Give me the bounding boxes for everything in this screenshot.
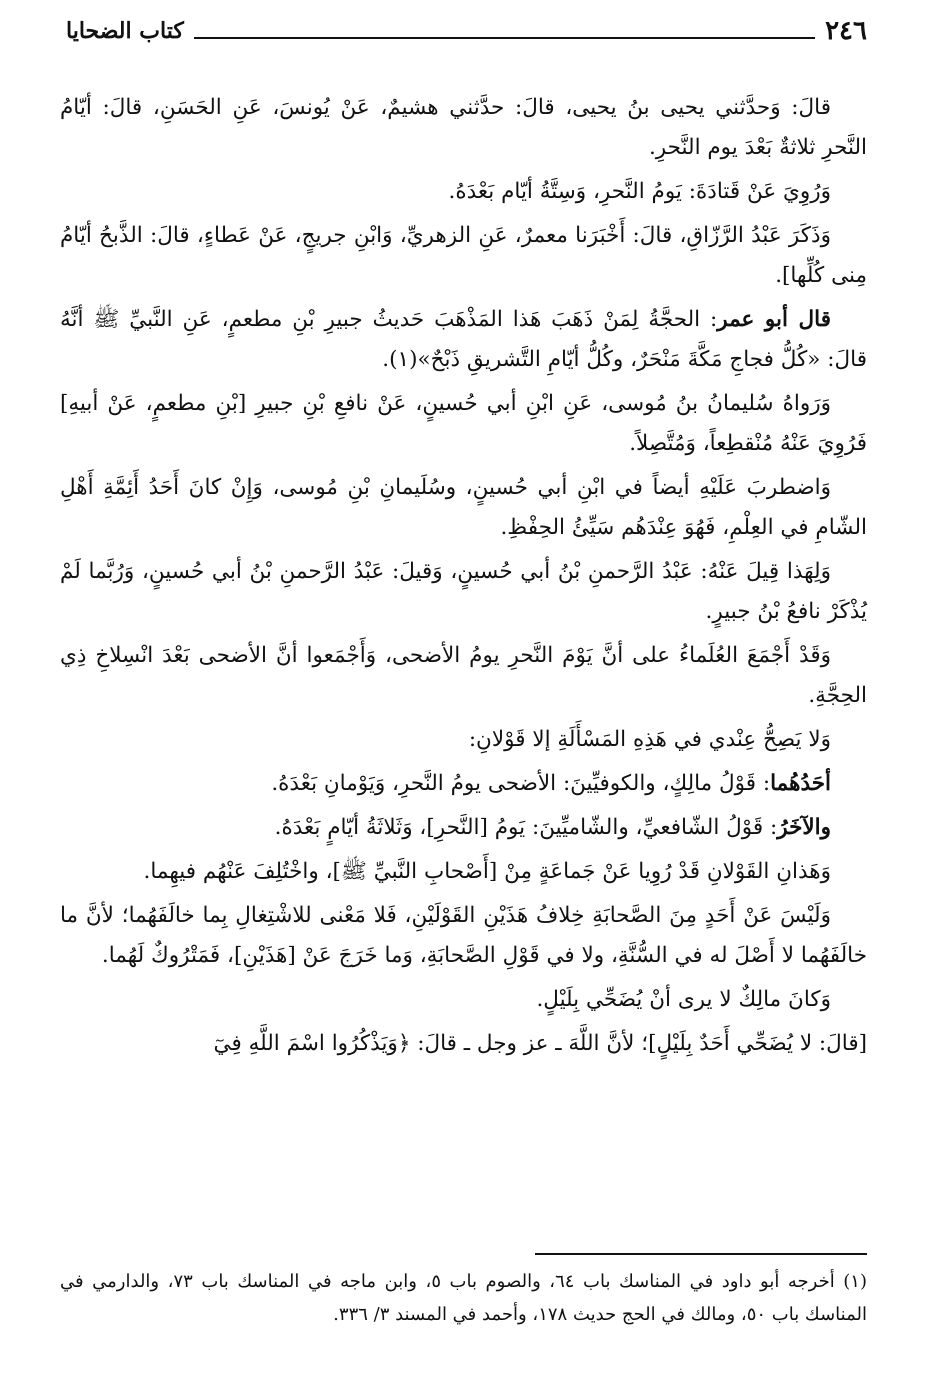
paragraph-text: وَاضطربَ عَلَيْهِ أيضاً في ابْنِ أبي حُسينٍ، وسُلَيمانِ بْنِ مُوسى، وَإِنْ كانَ أَحَدُ أَئِمَّةِ أَهْلِ الشّامِ في العِلْمِ، فَهُوَ عِنْدَهُم سَيِّئُ الحِفْظِ. [60,475,867,540]
paragraph-lead: قال أبو عمر [717,307,831,332]
paragraph-lead: والآخَرُ [777,815,831,840]
paragraph [60,764,867,804]
paragraph-text: : قَوْلُ الشّافعيِّ، والشّاميِّينَ: يَومُ [النَّحرِ]، وَثَلاثَةُ أيّامٍ بَعْدَهُ. [274,815,778,840]
paragraph-text: [قالَ: لا يُضَحِّي أَحَدٌ بِلَيْلٍ]؛ لأنَّ اللَّهَ ـ عز وجل ـ قالَ: ﴿وَيَذْكُرُوا اسْمَ اللَّهِ فِيٓ [213,1031,867,1056]
paragraph-text: قالَ: وَحدَّثني يحيى بنُ يحيى، قالَ: حدَّثني هشيمٌ، عَنْ يُونسَ، عَنِ الحَسَنِ، قالَ: أيّامُ النَّحرِ ثلاثةٌ بَعْدَ يوم النَّحرِ. [60,95,867,160]
paragraph [60,216,867,296]
paragraph [60,552,867,632]
page-number: ٢٤٦ [825,16,867,46]
paragraph-text: وَذَكَرَ عَبْدُ الرَّزّاقِ، قالَ: أَخْبَرَنا معمرٌ، عَنِ الزهريِّ، وَابْنِ جريجٍ، عَنْ عَطاءٍ، قالَ: الذَّبحُ أيّامُ مِنى كُلِّها]. [60,223,867,288]
paragraph-text: وَكانَ مالِكٌ لا يرى أنْ يُضَحِّي بِلَيْلٍ. [536,987,831,1012]
running-header [66,14,867,48]
paragraph-text: وَرَواهُ سُليمانُ بنُ مُوسى، عَنِ ابْنِ أبي حُسينٍ، عَنْ نافعِ بْنِ جبيرِ [بْنِ مطعمٍ، عَنْ أبيهِ] فَرُوِيَ عَنْهُ مُنْقطِعاً، وَمُتَّصِلاً. [60,391,867,456]
paragraph [60,852,867,892]
paragraph-text: وَقَدْ أَجْمَعَ العُلَماءُ على أنَّ يَوْمَ النَّحرِ يومُ الأضحى، وَأَجْمَعوا أنَّ الأضحى بَعْدَ انْسِلاخِ ذِي الحِجَّةِ. [60,643,867,708]
paragraph-lead: أحَدُهُما [770,771,831,796]
paragraph [60,172,867,212]
paragraph [60,300,867,380]
footnote-text: (١) أخرجه أبو داود في المناسك باب ٦٤، والصوم باب ٥، وابن ماجه في المناسك باب ٧٣، والدارمي في المناسك باب ٥٠، ومالك في الحج حديث ١٧٨، وأحمد في المسند ٣/ ٣٣٦. [60,1271,867,1325]
paragraph-text: : الحجَّةُ لِمَنْ ذَهَبَ هَذا المَذْهَبَ حَديثُ جبيرِ بْنِ مطعمٍ، عَنِ النَّبيِّ ﷺ أنَّهُ قالَ: «كُلُّ فجاجِ مَكَّةَ مَنْحَرٌ، وكُلُّ أيّامِ التَّشريقِ ذَبْحٌ»(١). [60,307,867,372]
paragraph [60,88,867,168]
paragraph [60,468,867,548]
paragraph-text: وَهَذانِ القَوْلانِ قَدْ رُوِيا عَنْ جَماعَةٍ مِنْ [أَصْحابِ النَّبيِّ ﷺ]، واخْتُلِفَ عَنْهُم فيهِما. [143,859,831,884]
footnote [60,1265,867,1331]
paragraph-text: وَلِهَذا قِيلَ عَنْهُ: عَبْدُ الرَّحمنِ بْنُ أبي حُسينٍ، وَقيلَ: عَبْدُ الرَّحمنِ بْنُ أبي حُسينٍ، وَرُبَّما لَمْ يُذْكَرْ نافعُ بْنُ جبيرٍ. [60,559,867,624]
body-text [60,88,867,1068]
header-rule [194,37,815,39]
paragraph [60,636,867,716]
paragraph [60,896,867,976]
paragraph [60,980,867,1020]
footnote-separator [535,1253,867,1255]
paragraph-text: وَلا يَصِحُّ عِنْدي في هَذِهِ المَسْأَلَةِ إلا قَوْلانِ: [468,727,831,752]
paragraph [60,384,867,464]
paragraph [60,1024,867,1064]
paragraph [60,808,867,848]
paragraph-text: وَرُوِيَ عَنْ قَتادَةَ: يَومُ النَّحرِ، وَسِتَّةُ أيّام بَعْدَهُ. [448,179,831,204]
paragraph [60,720,867,760]
paragraph-text: وَلَيْسَ عَنْ أَحَدٍ مِنَ الصَّحابَةِ خِلافُ هَذَيْنِ القَوْلَيْنِ، فَلا مَعْنى للاشْتِغالِ بِما خالَفَهُما؛ لأنَّ ما خالَفَهُما لا أَصْلَ له في السُّنَّةِ، ولا في قَوْلِ الصَّحابَةِ، وَما خَرَجَ عَنْ [هَذَيْنِ]، فَمَتْرُوكٌ لَهُما. [60,903,867,968]
book-title: كتاب الضحايا [66,18,184,44]
paragraph-text: : قَوْلُ مالِكٍ، والكوفيِّينَ: الأضحى يومُ النَّحرِ، وَيَوْمانِ بَعْدَهُ. [271,771,771,796]
footnotes [60,1265,867,1331]
